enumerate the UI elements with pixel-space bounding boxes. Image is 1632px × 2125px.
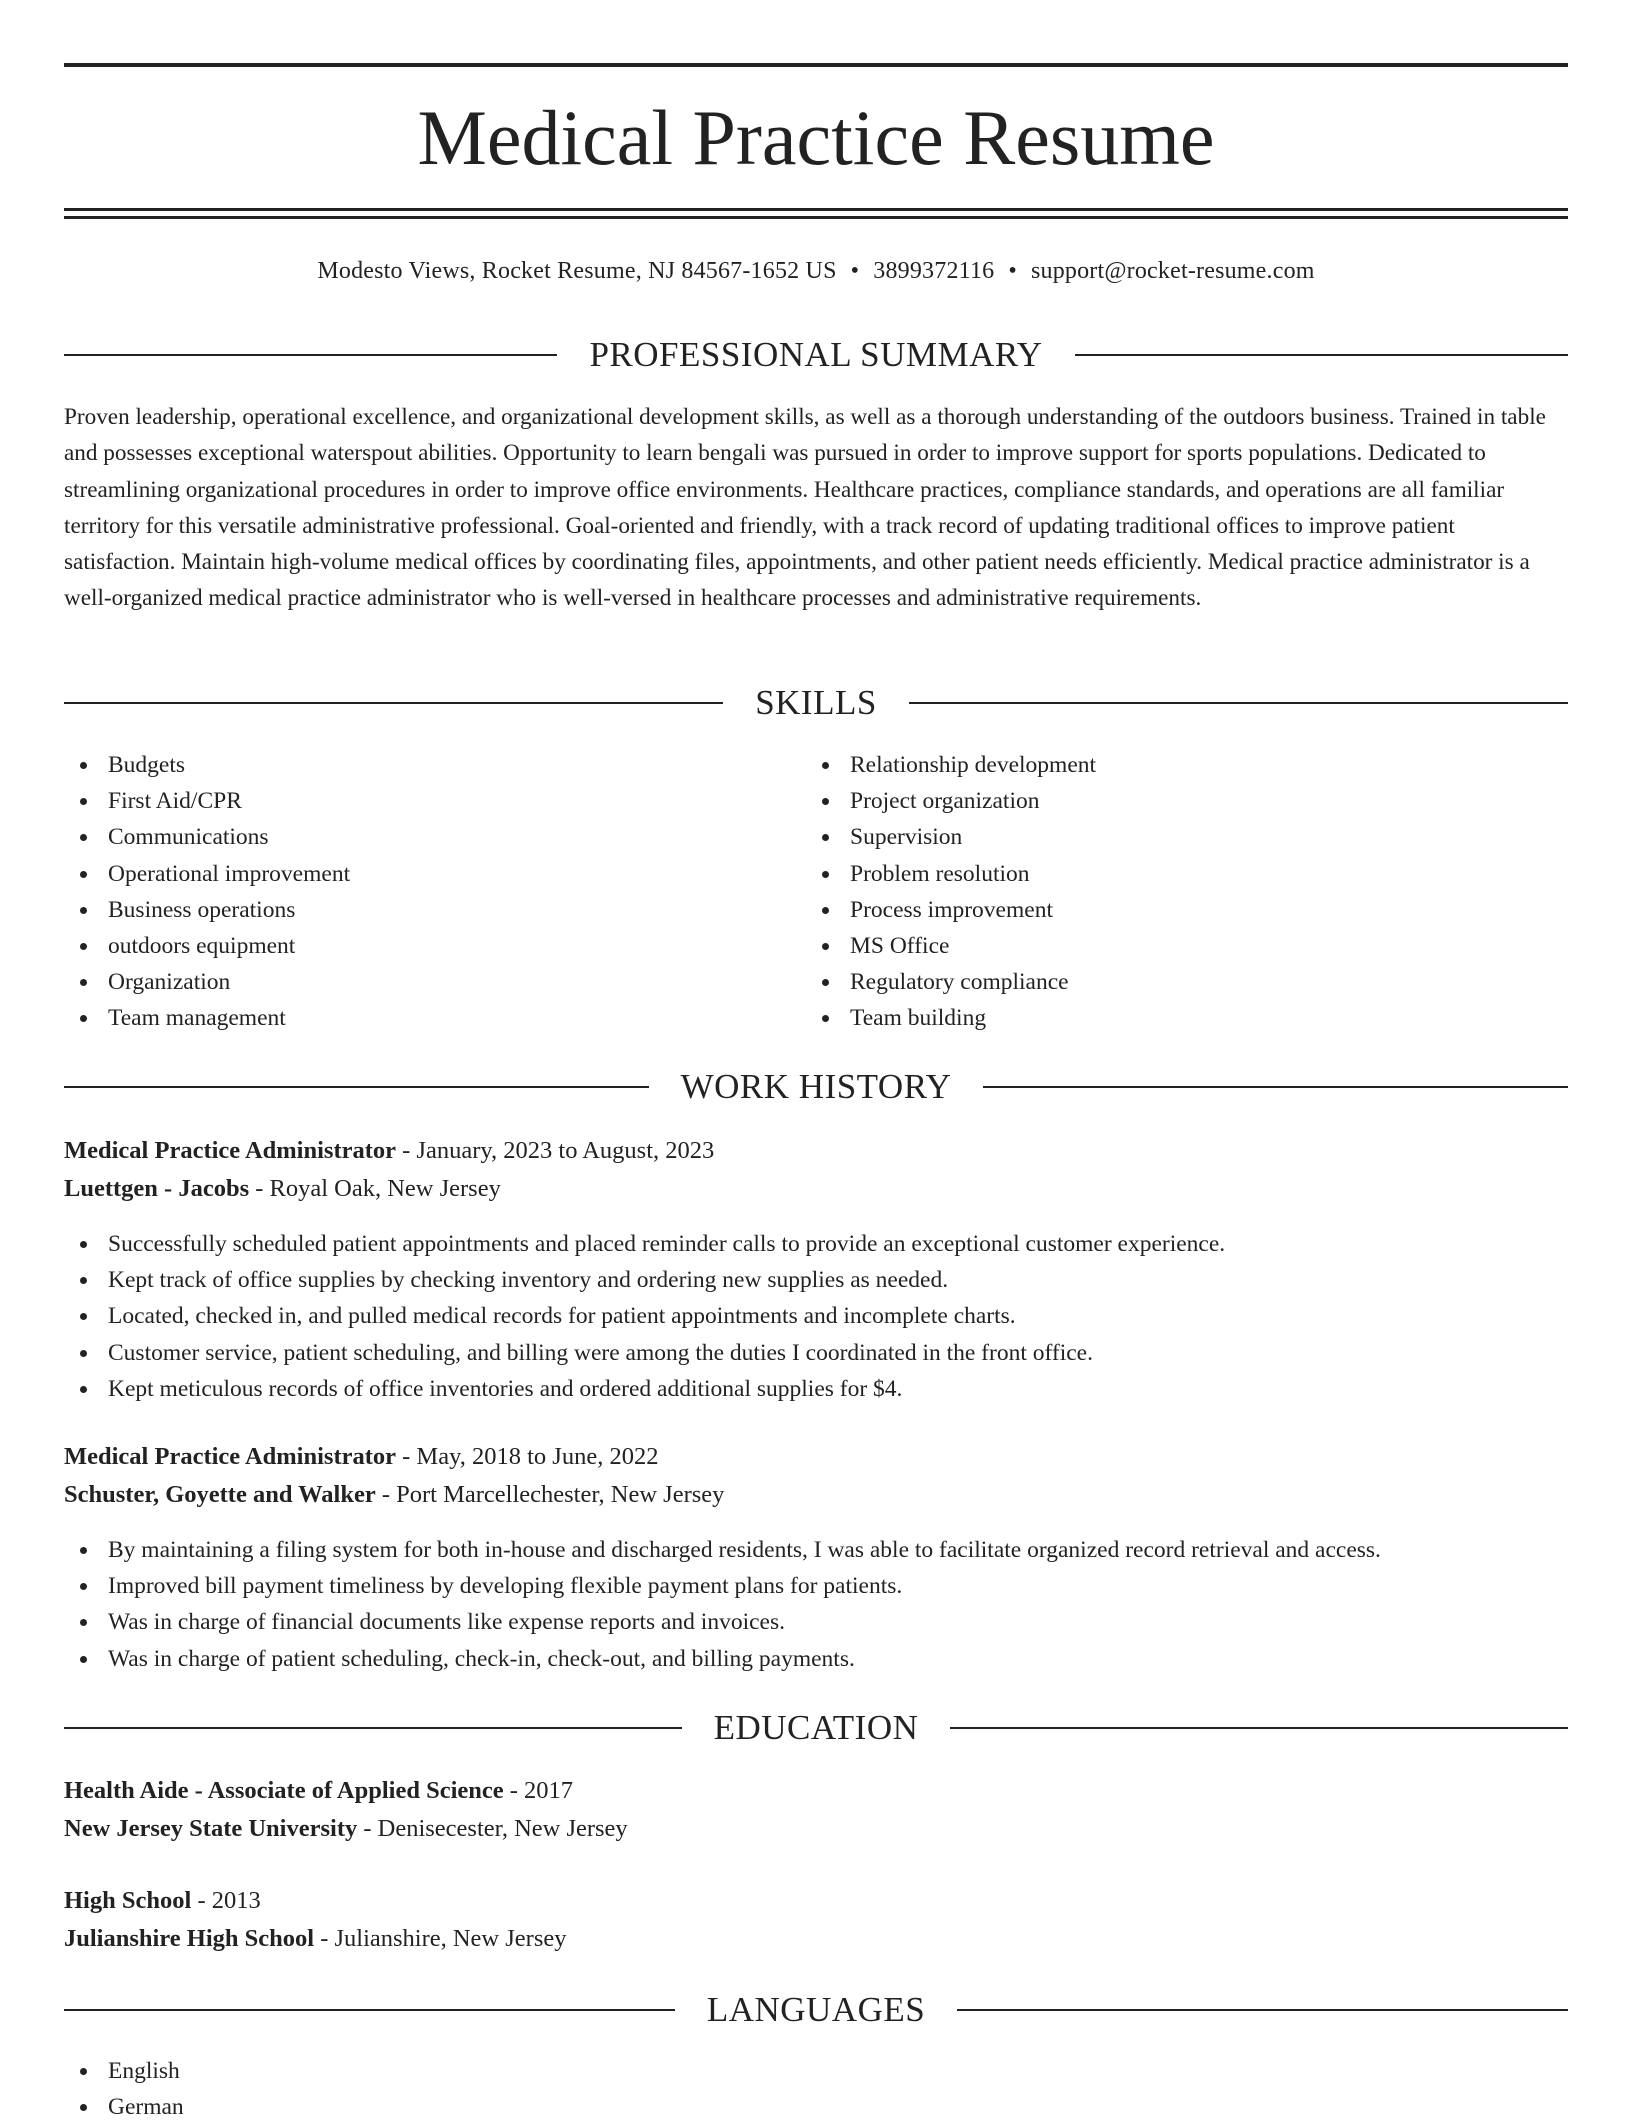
education-degree: Health Aide - Associate of Applied Science: [64, 1777, 504, 1804]
section-title: LANGUAGES: [706, 1990, 926, 2029]
skill-item: Supervision: [806, 819, 1566, 855]
education-location: - Denisecester, New Jersey: [357, 1815, 628, 1842]
skill-item: Organization: [64, 964, 804, 1000]
job-title-line: [64, 1133, 1568, 1169]
section-title: WORK HISTORY: [680, 1067, 952, 1106]
duty-item: Located, checked in, and pulled medical records for patient appointments and incomplete charts.: [64, 1298, 1568, 1334]
contact-address: Modesto Views, Rocket Resume, NJ 84567-1652 US: [317, 258, 837, 284]
language-item: English: [64, 2053, 1568, 2089]
job-title-line: [64, 1439, 1568, 1475]
education-degree-line: [64, 1773, 1568, 1809]
skill-item: Business operations: [64, 892, 804, 928]
job-company: Luettgen - Jacobs: [64, 1175, 250, 1202]
duty-item: Was in charge of financial documents like expense reports and invoices.: [64, 1604, 1568, 1640]
skill-item: Relationship development: [806, 747, 1566, 783]
summary-text: Proven leadership, operational excellence, and organizational development skills, as well as a thorough understanding of the outdoors business. Trained in table and possesses exceptional waterspout abilities. Opportunity to learn bengali was pursued in order to improve support for sports populations. Dedicated to streamlining organizational procedures in order to improve office environments. Healthcare practices, compliance standards, and operations are all familiar territory for this versatile administrative professional. Goal-oriented and friendly, with a track record of updating traditional offices to improve patient satisfaction. Maintain high-volume medical offices by coordinating files, appointments, and other patient needs efficiently. Medical practice administrator is a well-organized medical practice administrator who is well-versed in healthcare processes and administrative requirements.: [64, 404, 1546, 612]
contact-line: [64, 254, 1568, 288]
duty-item: Kept track of office supplies by checking inventory and ordering new supplies as needed.: [64, 1262, 1568, 1298]
contact-separator: •: [850, 258, 860, 284]
section-title: PROFESSIONAL SUMMARY: [589, 335, 1043, 374]
language-item: German: [64, 2089, 1568, 2125]
section-divider: [64, 1727, 682, 1729]
job-location: - Royal Oak, New Jersey: [249, 1175, 501, 1202]
skill-item: MS Office: [806, 928, 1566, 964]
skill-item: Operational improvement: [64, 856, 804, 892]
skill-item: First Aid/CPR: [64, 783, 804, 819]
job-dates: - May, 2018 to June, 2022: [396, 1443, 659, 1470]
skills-list-left: [64, 747, 804, 1037]
contact-email: support@rocket-resume.com: [1030, 258, 1315, 284]
duty-item: Customer service, patient scheduling, and billing were among the duties I coordinated in the front office.: [64, 1335, 1568, 1371]
education-degree: High School: [64, 1887, 192, 1914]
education-section-heading: [64, 1706, 1568, 1750]
section-divider: [1075, 354, 1568, 356]
job-company-line: [64, 1477, 1568, 1513]
job-title: Medical Practice Administrator: [64, 1443, 397, 1470]
header-top-rule: [64, 63, 1568, 67]
skill-item: Regulatory compliance: [806, 964, 1566, 1000]
job-dates: - January, 2023 to August, 2023: [396, 1137, 715, 1164]
languages-list: [64, 2053, 1568, 2125]
section-title: EDUCATION: [713, 1708, 919, 1747]
skill-item: Project organization: [806, 783, 1566, 819]
skills-section-heading: [64, 681, 1568, 725]
skills-list-right: [806, 747, 1566, 1037]
skill-item: Problem resolution: [806, 856, 1566, 892]
section-divider: [64, 1086, 649, 1088]
section-divider: [64, 354, 557, 356]
section-divider: [983, 1086, 1568, 1088]
resume-title: Medical Practice Resume: [417, 94, 1215, 181]
education-school-line: [64, 1811, 1568, 1847]
section-divider: [950, 1727, 1568, 1729]
education-school: New Jersey State University: [64, 1815, 358, 1842]
work-section-heading: [64, 1065, 1568, 1109]
job-duties: [64, 1532, 1568, 1677]
education-location: - Julianshire, New Jersey: [314, 1925, 567, 1952]
languages-section-heading: [64, 1988, 1568, 2032]
education-year: - 2013: [191, 1887, 261, 1914]
skill-item: Team building: [806, 1000, 1566, 1036]
education-year: - 2017: [503, 1777, 574, 1804]
job-location: - Port Marcellechester, New Jersey: [375, 1481, 725, 1508]
section-divider: [64, 702, 723, 704]
section-divider: [64, 2009, 675, 2011]
education-degree-line: [64, 1883, 1568, 1919]
duty-item: Was in charge of patient scheduling, check-in, check-out, and billing payments.: [64, 1641, 1568, 1677]
education-school-line: [64, 1921, 1568, 1957]
header-bottom-rule: [64, 208, 1568, 211]
skill-item: Process improvement: [806, 892, 1566, 928]
contact-phone: 3899372116: [873, 258, 995, 284]
job-duties: [64, 1226, 1568, 1407]
skill-item: outdoors equipment: [64, 928, 804, 964]
section-title: SKILLS: [755, 683, 877, 722]
skill-item: Team management: [64, 1000, 804, 1036]
job-company-line: [64, 1171, 1568, 1207]
contact-separator: •: [1008, 258, 1017, 284]
section-divider: [957, 2009, 1568, 2011]
duty-item: By maintaining a filing system for both in-house and discharged residents, I was able to facilitate organized record retrieval and access.: [64, 1532, 1568, 1568]
job-company: Schuster, Goyette and Walker: [64, 1481, 376, 1508]
header-bottom-rule-second: [64, 216, 1568, 219]
summary-section-heading: [64, 333, 1568, 377]
duty-item: Successfully scheduled patient appointments and placed reminder calls to provide an exceptional customer experience.: [64, 1226, 1568, 1262]
section-divider: [909, 702, 1568, 704]
duty-item: Improved bill payment timeliness by developing flexible payment plans for patients.: [64, 1568, 1568, 1604]
skill-item: Communications: [64, 819, 804, 855]
duty-item: Kept meticulous records of office inventories and ordered additional supplies for $4.: [64, 1371, 1568, 1407]
job-title: Medical Practice Administrator: [64, 1137, 397, 1164]
education-school: Julianshire High School: [64, 1925, 315, 1952]
skill-item: Budgets: [64, 747, 804, 783]
